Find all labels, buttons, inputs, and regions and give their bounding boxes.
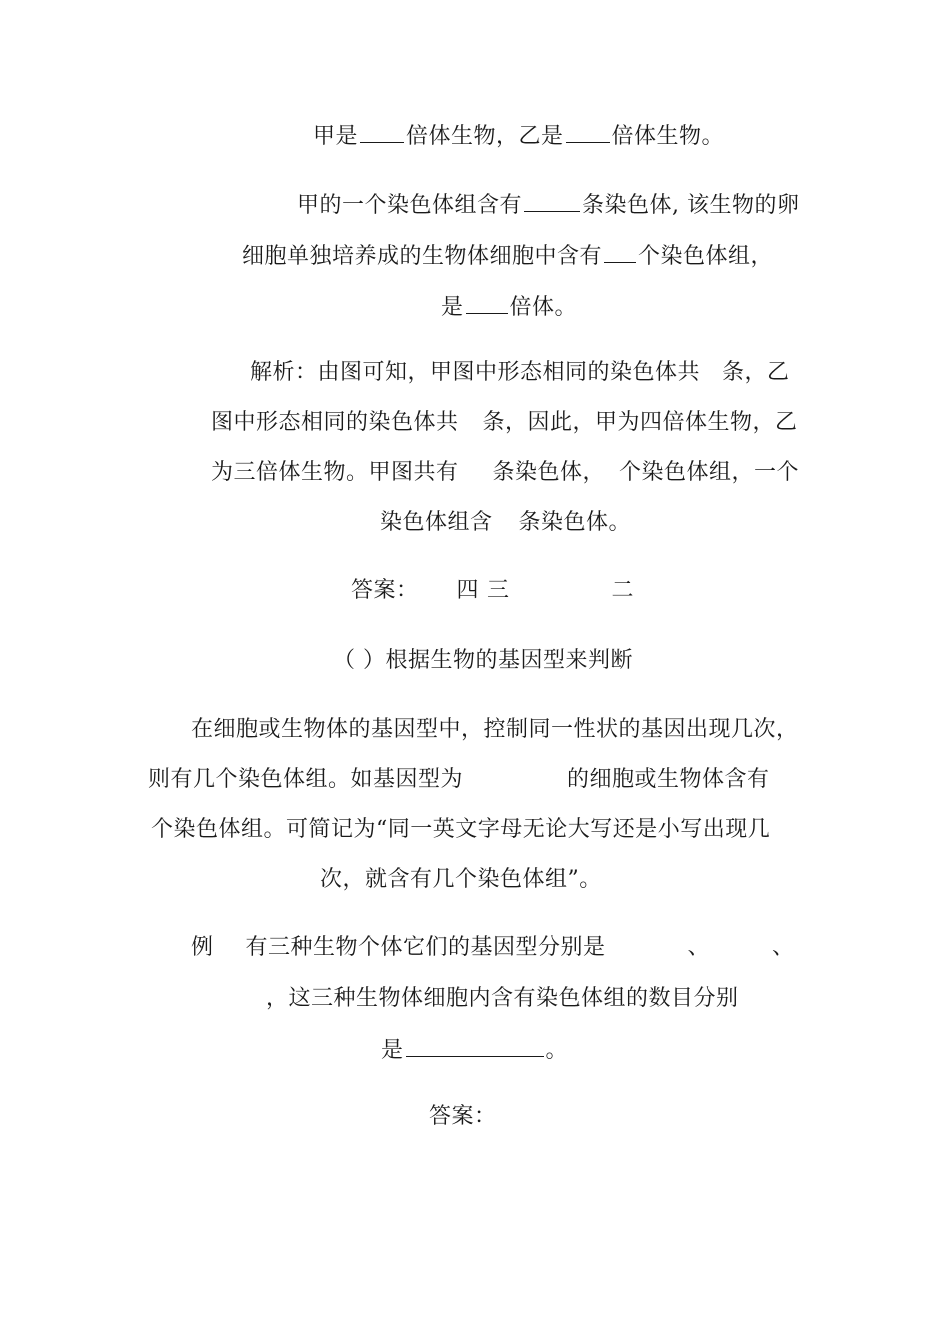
answer-blank (466, 291, 508, 314)
answer-label: 答案： (351, 578, 419, 603)
answer-label: 答案： (429, 1104, 497, 1129)
q1-line-2: 甲的一个染色体组含有 条染色体, 该生物的卵 (297, 189, 800, 221)
q1-line-4: 是 倍体。 (441, 291, 577, 323)
answer-1: 答案： 四 三 二 (351, 578, 635, 603)
rule-line-3: 个染色体组。可简记为“同一英文字母无论大写还是小写出现几 (151, 817, 771, 842)
rule-line-4: 次，就含有几个染色体组”。 (320, 867, 602, 892)
analysis-line-1: 解析：由图可知，甲图中形态相同的染色体共 条，乙 (250, 360, 790, 385)
analysis-line-3: 为三倍体生物。甲图共有 条染色体， 个染色体组，一个 (211, 460, 800, 485)
answer-blank (406, 1034, 544, 1057)
q1-line-3: 细胞单独培养成的生物体细胞中含有 个染色体组， (242, 240, 773, 272)
rule-line-2: 则有几个染色体组。如基因型为 的细胞或生物体含有 (148, 767, 770, 792)
analysis-line-4: 染色体组含 条染色体。 (380, 510, 632, 535)
example-line-1: 例 有三种生物个体它们的基因型分别是 、 、 (191, 935, 795, 960)
answer-blank (524, 189, 580, 212)
answer-blank (360, 120, 404, 143)
example-line-3: 是 。 (381, 1034, 568, 1066)
example-line-2: ，这三种生物体细胞内含有染色体组的数目分别 (266, 986, 739, 1011)
rule-line-1: 在细胞或生物体的基因型中，控制同一性状的基因出现几次， (191, 717, 799, 742)
section-title: （ ）根据生物的基因型来判断 (333, 648, 633, 673)
answer-blank (604, 240, 636, 263)
answer-blank (566, 120, 610, 143)
q1-line-1: 甲是 倍体生物，乙是 倍体生物。 (313, 120, 724, 152)
answer-2 (429, 1102, 497, 1132)
analysis-line-2: 图中形态相同的染色体共 条，因此，甲为四倍体生物，乙 (211, 410, 798, 435)
